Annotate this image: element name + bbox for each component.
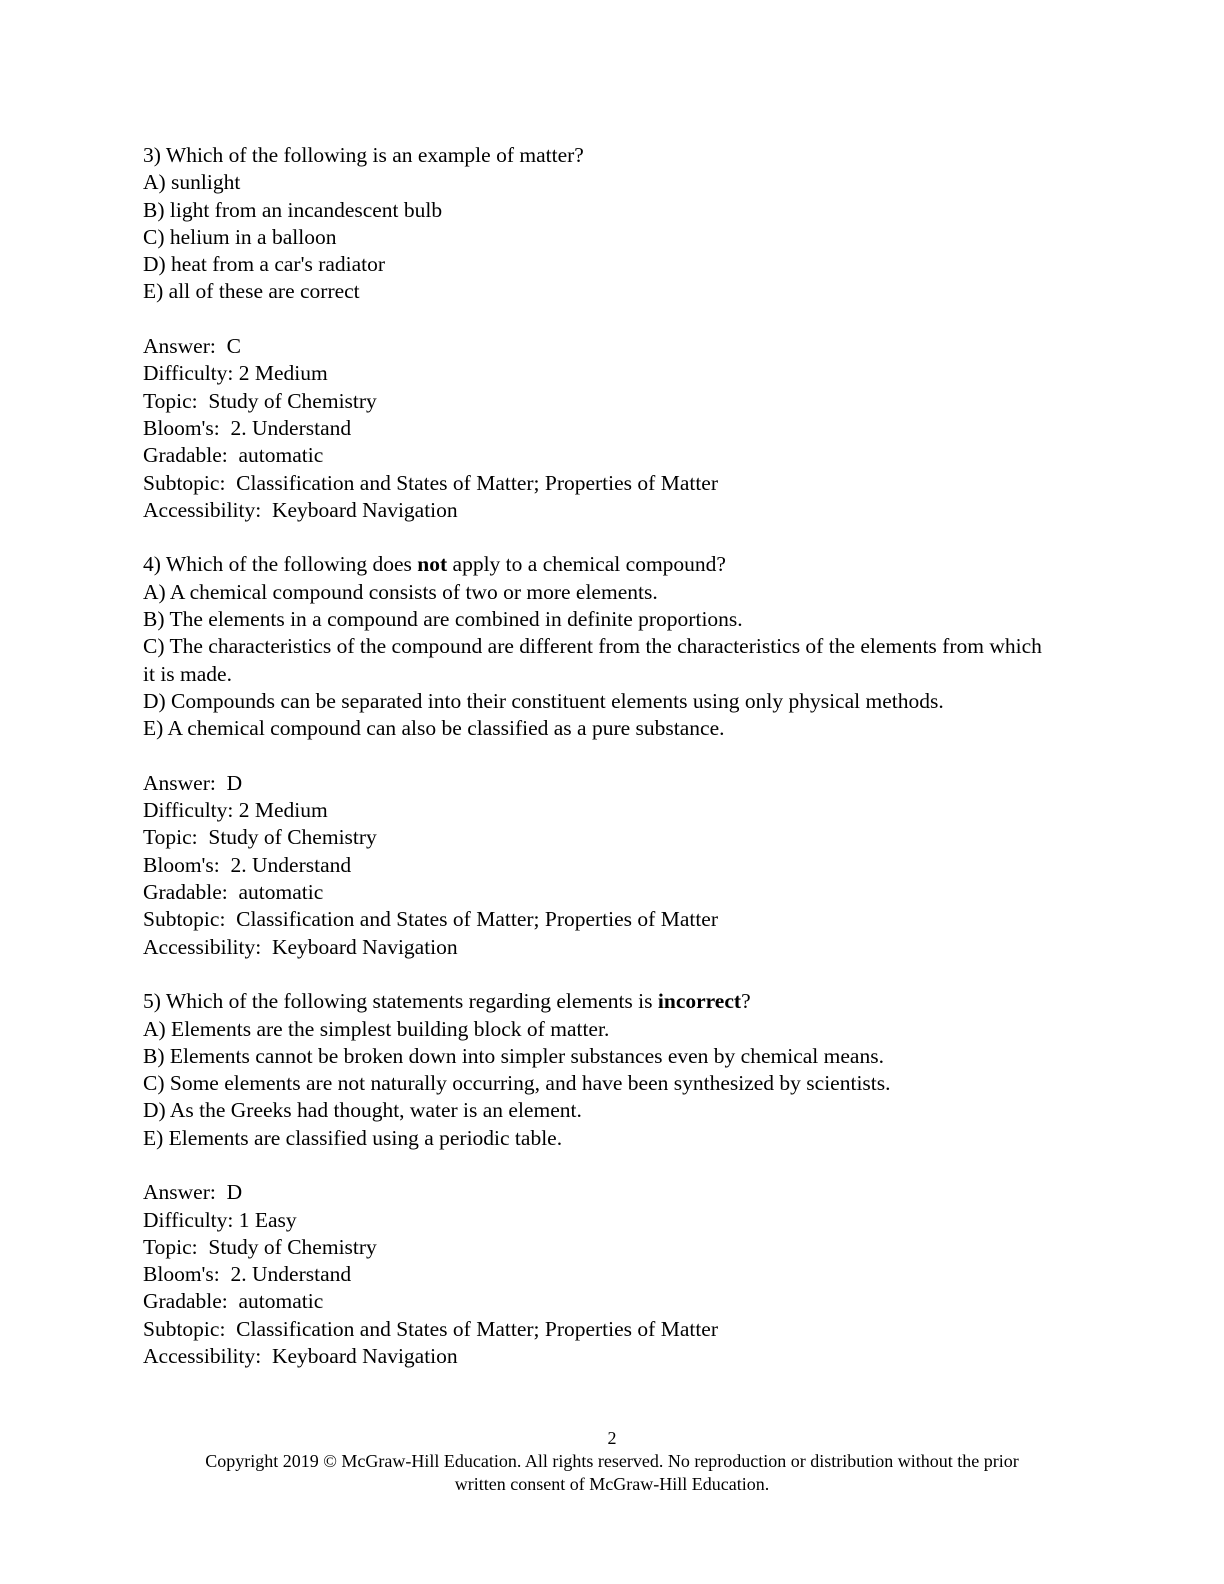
answer-option-a: A) Elements are the simplest building block of matter.	[143, 1016, 610, 1041]
gradable-line: Gradable: automatic	[143, 880, 324, 905]
gradable-line: Gradable: automatic	[143, 443, 324, 468]
question-stem: 3) Which of the following is an example of matter?	[143, 143, 584, 167]
page-footer	[0, 1427, 1224, 1496]
difficulty-line: Difficulty: 1 Easy	[143, 1207, 297, 1232]
question-stem	[143, 551, 1043, 578]
answer-option-b: B) The elements in a compound are combined in definite proportions.	[143, 607, 743, 632]
stem-emphasis: incorrect	[657, 989, 742, 1014]
subtopic-line: Subtopic: Classification and States of Matter; Properties of Matter	[143, 1316, 719, 1341]
question-4-metadata	[143, 770, 1043, 961]
answer-option-c: C) helium in a balloon	[143, 224, 337, 249]
question-3-metadata	[143, 333, 1043, 524]
question-5-metadata	[143, 1179, 1043, 1370]
answer-option-a: A) A chemical compound consists of two or more elements.	[143, 579, 658, 604]
answer-line: Answer: C	[143, 334, 241, 359]
stem-text: 5) Which of the following statements regarding elements is	[143, 989, 658, 1014]
blooms-line: Bloom's: 2. Understand	[143, 415, 352, 440]
stem-emphasis: not	[417, 552, 448, 577]
document-body	[143, 142, 1048, 1370]
spacer	[143, 961, 1043, 988]
answer-option-b: B) light from an incandescent bulb	[143, 197, 443, 222]
stem-text: ?	[741, 989, 751, 1014]
copyright-notice-line-1: Copyright 2019 © McGraw-Hill Education. All rights reserved. No reproduction or distribution without the prior	[205, 1451, 1019, 1471]
question-stem	[143, 988, 1043, 1015]
spacer	[143, 306, 1043, 333]
question-3	[143, 142, 1043, 306]
answer-option-e: E) A chemical compound can also be classified as a pure substance.	[143, 716, 725, 741]
answer-option-e: E) all of these are correct	[143, 279, 360, 304]
topic-line: Topic: Study of Chemistry	[143, 825, 377, 850]
copyright-notice-line-2: written consent of McGraw-Hill Education.	[454, 1474, 770, 1494]
answer-option-b: B) Elements cannot be broken down into simpler substances even by chemical means.	[143, 1043, 884, 1068]
blooms-line: Bloom's: 2. Understand	[143, 1262, 352, 1287]
answer-line: Answer: D	[143, 770, 243, 795]
subtopic-line: Subtopic: Classification and States of Matter; Properties of Matter	[143, 470, 719, 495]
topic-line: Topic: Study of Chemistry	[143, 388, 377, 413]
answer-option-a: A) sunlight	[143, 170, 241, 195]
answer-option-c: C) The characteristics of the compound are different from the characteristics of the elements from which it is made.	[143, 634, 1048, 686]
gradable-line: Gradable: automatic	[143, 1289, 324, 1314]
question-5	[143, 988, 1043, 1152]
answer-option-d: D) Compounds can be separated into their constituent elements using only physical methods.	[143, 688, 944, 713]
answer-option-d: D) heat from a car's radiator	[143, 252, 386, 277]
accessibility-line: Accessibility: Keyboard Navigation	[143, 1344, 458, 1369]
accessibility-line: Accessibility: Keyboard Navigation	[143, 497, 458, 522]
spacer	[143, 743, 1043, 770]
page-number: 2	[607, 1428, 617, 1448]
answer-option-c: C) Some elements are not naturally occurring, and have been synthesized by scientists.	[143, 1071, 891, 1096]
stem-text: 4) Which of the following does	[143, 552, 418, 577]
stem-text: apply to a chemical compound?	[447, 552, 726, 577]
blooms-line: Bloom's: 2. Understand	[143, 852, 352, 877]
spacer	[143, 524, 1043, 551]
question-4	[143, 551, 1048, 742]
spacer	[143, 1152, 1043, 1179]
difficulty-line: Difficulty: 2 Medium	[143, 798, 328, 823]
answer-line: Answer: D	[143, 1180, 243, 1205]
answer-option-d: D) As the Greeks had thought, water is an element.	[143, 1098, 582, 1123]
topic-line: Topic: Study of Chemistry	[143, 1234, 377, 1259]
answer-option-e: E) Elements are classified using a periodic table.	[143, 1125, 563, 1150]
accessibility-line: Accessibility: Keyboard Navigation	[143, 934, 458, 959]
difficulty-line: Difficulty: 2 Medium	[143, 361, 328, 386]
subtopic-line: Subtopic: Classification and States of Matter; Properties of Matter	[143, 907, 719, 932]
